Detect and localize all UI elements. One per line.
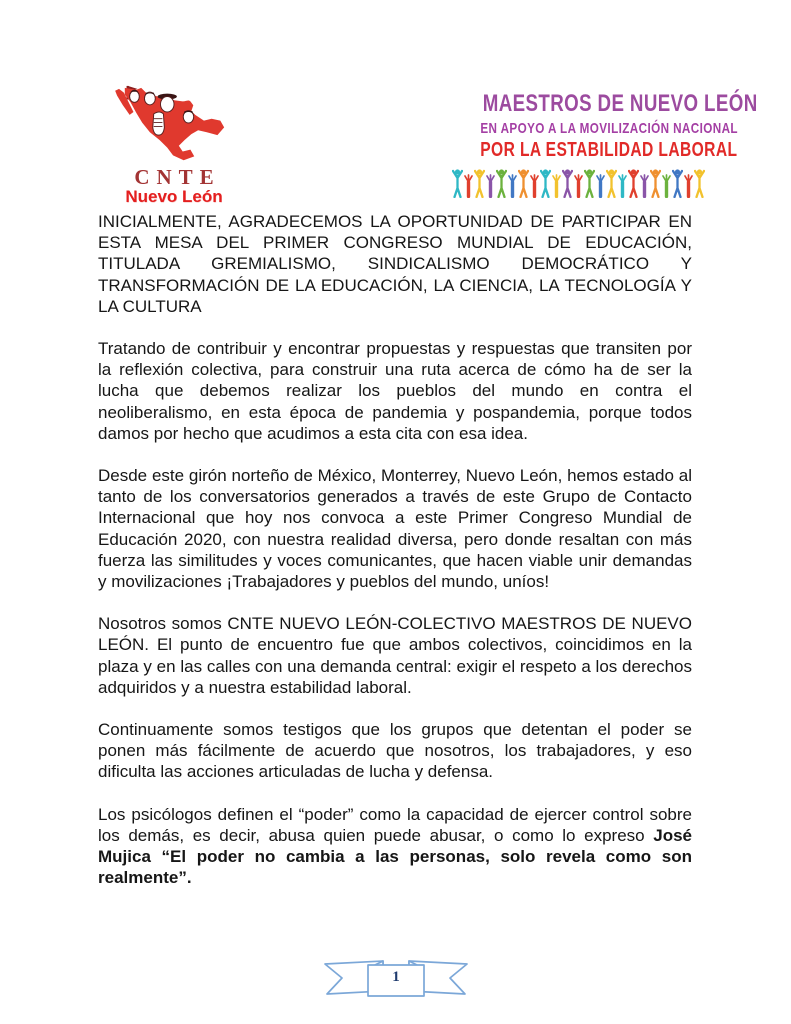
person-figure bbox=[540, 168, 551, 198]
person-figure bbox=[684, 174, 693, 198]
paragraph-6-regular: Los psicólogos definen el “poder” como la capacidad de ejercer control sobre los demás, es decir, abusa quien puede abusar, o como lo expreso bbox=[98, 804, 692, 845]
person-figure bbox=[672, 168, 683, 198]
masthead-line3: POR LA ESTABILIDAD LABORAL bbox=[480, 139, 738, 161]
person-figure bbox=[562, 168, 573, 198]
person-figure bbox=[606, 168, 617, 198]
person-figure bbox=[694, 168, 705, 198]
masthead-line1: MAESTROS DE NUEVO LEÓN bbox=[482, 90, 758, 117]
person-figure bbox=[574, 174, 583, 198]
paragraph-4: Nosotros somos CNTE NUEVO LEÓN-COLECTIVO MAESTROS DE NUEVO LEÓN. El punto de encuentro fue que ambos colectivos, coincidimos en la plaza y en las calles con una demanda central: exigir el respeto a los derechos adquiridos y a nuestra estabilidad laboral. bbox=[98, 614, 692, 697]
logo-org-text: CNTE bbox=[134, 165, 221, 189]
paragraph-6-bold-quote: José Mujica “El poder no cambia a las personas, solo revela como son realmente”. bbox=[98, 825, 692, 888]
mexico-map-graphic bbox=[111, 84, 237, 166]
person-figure bbox=[640, 174, 649, 198]
document-body bbox=[98, 211, 692, 909]
people-border bbox=[444, 167, 712, 198]
person-figure bbox=[618, 174, 627, 198]
person-figure bbox=[486, 174, 495, 198]
person-figure bbox=[628, 168, 639, 198]
person-figure bbox=[464, 174, 473, 198]
logo-region-text: Nuevo León bbox=[125, 187, 223, 206]
person-figure bbox=[650, 168, 661, 198]
masthead-line2: EN APOYO A LA MOVILIZACIÓN NACIONAL bbox=[480, 120, 738, 137]
person-figure bbox=[496, 168, 507, 198]
footer-ribbon bbox=[321, 953, 471, 1005]
masthead bbox=[444, 90, 758, 198]
person-figure bbox=[552, 174, 561, 198]
person-figure bbox=[474, 168, 485, 198]
paragraph-2: Tratando de contribuir y encontrar propuestas y respuestas que transiten por la reflexión colectiva, para construir una ruta acerca de cómo ha de ser la lucha que debemos realizar los pueblos del mundo en contra el neoliberalismo, en esta época de pandemia y pospandemia, porque todos damos por hecho que acudimos a esta cita con esa idea. bbox=[98, 339, 692, 443]
person-figure bbox=[452, 168, 463, 198]
person-figure bbox=[662, 174, 671, 198]
paragraph-1: INICIALMENTE, AGRADECEMOS LA OPORTUNIDAD DE PARTICIPAR EN ESTA MESA DEL PRIMER CONGRESO MUNDIAL DE EDUCACIÓN, TITULADA GREMIALISMO, SINDICALISMO DEMOCRÁTICO Y TRANSFORMACIÓN DE LA EDUCACIÓN, LA CIENCIA, LA TECNOLOGÍA Y LA CULTURA bbox=[98, 212, 692, 316]
person-figure bbox=[530, 174, 539, 198]
person-figure bbox=[518, 168, 529, 198]
page-number: 1 bbox=[392, 969, 400, 985]
paragraph-6 bbox=[98, 804, 692, 889]
paragraph-5: Continuamente somos testigos que los grupos que detentan el poder se ponen más fácilmente de acuerdo que nosotros, los trabajadores, y eso dificulta las acciones articuladas de lucha y defensa. bbox=[98, 720, 692, 782]
person-figure bbox=[508, 174, 517, 198]
person-figure bbox=[596, 174, 605, 198]
person-figure bbox=[584, 168, 595, 198]
cnte-logo bbox=[104, 84, 244, 207]
paragraph-3: Desde este girón norteño de México, Monterrey, Nuevo León, hemos estado al tanto de los conversatorios generados a través de este Grupo de Contacto Internacional que hoy nos convoca a este Primer Congreso Mundial de Educación 2020, con nuestra realidad diversa, pero donde resaltan con más fuerza las similitudes y voces comunicantes, que hacen viable unir demandas y movilizaciones ¡Trabajadores y pueblos del mundo, uníos! bbox=[98, 466, 692, 592]
